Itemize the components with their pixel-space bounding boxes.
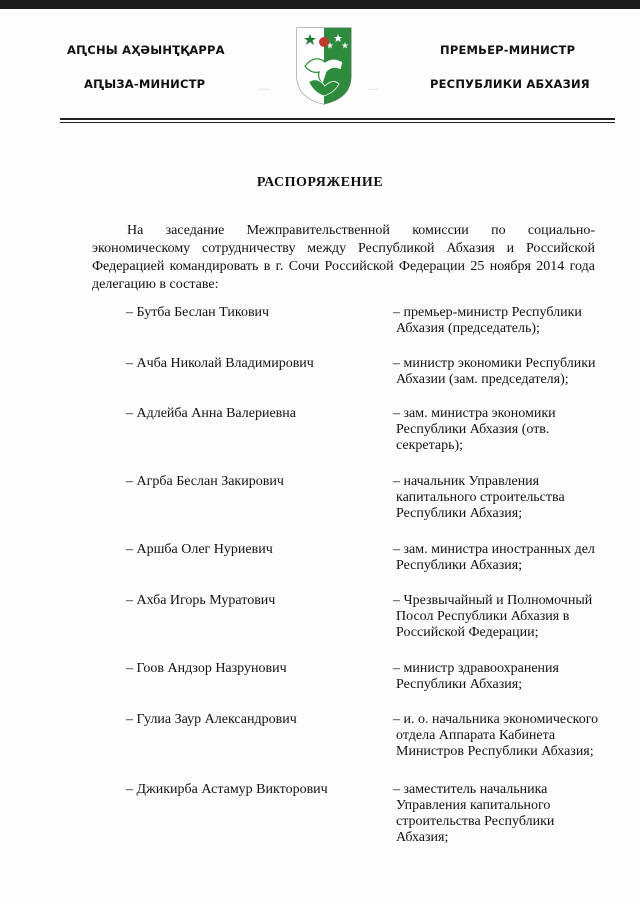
member-role-line: – министр здравоохранения bbox=[393, 661, 559, 676]
member-role-line: Республики Абхазия; bbox=[396, 677, 523, 692]
faint-seal-mark-left: ~~~ bbox=[258, 86, 270, 94]
member-role bbox=[393, 782, 633, 846]
member-role-line: отдела Аппарата Кабинета bbox=[396, 728, 556, 743]
member-name: – Аршба Олег Нуриевич bbox=[126, 542, 273, 557]
scan-top-edge bbox=[0, 0, 640, 9]
member-name: – Ачба Николай Владимирович bbox=[126, 356, 314, 371]
member-role-line: – зам. министра иностранных дел bbox=[393, 542, 595, 557]
member-role bbox=[393, 474, 633, 522]
member-role-line: Республики Абхазия; bbox=[396, 506, 523, 521]
member-name: – Джикирба Астамур Викторович bbox=[126, 782, 328, 797]
member-role bbox=[393, 305, 633, 337]
member-role-line: Абхазия; bbox=[396, 830, 449, 845]
member-role bbox=[393, 406, 633, 454]
member-role bbox=[393, 542, 633, 574]
member-role-line: Министров Республики Абхазия; bbox=[396, 744, 594, 759]
member-role-line: – премьер-министр Республики bbox=[393, 305, 582, 320]
member-role-line: – министр экономики Республики bbox=[393, 356, 596, 371]
member-role-line: – начальник Управления bbox=[393, 474, 540, 489]
member-role-line: – Чрезвычайный и Полномочный bbox=[393, 593, 593, 608]
member-name: – Гулиа Заур Александрович bbox=[126, 712, 297, 727]
member-role-line: – зам. министра экономики bbox=[393, 406, 556, 421]
letterhead-rule-thin bbox=[60, 122, 615, 123]
member-role-line: Абхазия (председатель); bbox=[396, 321, 540, 336]
member-name: – Бутба Беслан Тикович bbox=[126, 305, 270, 320]
faint-seal-mark-right: ~~~ bbox=[368, 86, 380, 94]
member-role-line: – заместитель начальника bbox=[393, 782, 548, 797]
header-left-line1: АԤСНЫ АҲӘЫНҬҚАРРА bbox=[67, 43, 225, 57]
member-name: – Гоов Андзор Назрунович bbox=[126, 661, 287, 676]
member-role-line: Республики Абхазия; bbox=[396, 558, 523, 573]
letterhead-rule-thick bbox=[60, 118, 615, 120]
header-right-line2: РЕСПУБЛИКИ АБХАЗИЯ bbox=[430, 77, 590, 91]
member-role-line: Российской Федерации; bbox=[396, 625, 539, 640]
header-left-line2: АԤЫЗА-МИНИСТР bbox=[84, 77, 206, 91]
header-right-line1: ПРЕМЬЕР-МИНИСТР bbox=[440, 43, 576, 57]
member-role-line: Посол Республики Абхазия в bbox=[396, 609, 570, 624]
abkhazia-coat-of-arms-icon bbox=[295, 26, 353, 106]
member-role bbox=[393, 593, 633, 641]
member-role bbox=[393, 712, 633, 760]
document-title: РАСПОРЯЖЕНИЕ bbox=[256, 175, 384, 190]
member-role-line: Республики Абхазия (отв. bbox=[396, 422, 550, 437]
member-role-line: строительства Республики bbox=[396, 814, 555, 829]
member-role-line: секретарь); bbox=[396, 438, 464, 453]
member-role-line: Управления капитального bbox=[396, 798, 551, 813]
member-name: – Адлейба Анна Валериевна bbox=[126, 406, 296, 421]
document-intro: На заседание Межправительственной комиссии по социально-экономическому сотрудничеству между Республикой Абхазия и Российской Федерацией командировать в г. Сочи Российской Федерации 25 ноября 2014 года делегацию в составе: bbox=[92, 223, 595, 292]
member-name: – Ахба Игорь Муратович bbox=[126, 593, 276, 608]
member-role bbox=[393, 661, 633, 693]
member-role-line: капитального строительства bbox=[396, 490, 565, 505]
member-role-line: Абхазии (зам. председателя); bbox=[396, 372, 569, 387]
member-name: – Агрба Беслан Закирович bbox=[126, 474, 284, 489]
member-role bbox=[393, 356, 633, 388]
member-role-line: – и. о. начальника экономического bbox=[393, 712, 599, 727]
